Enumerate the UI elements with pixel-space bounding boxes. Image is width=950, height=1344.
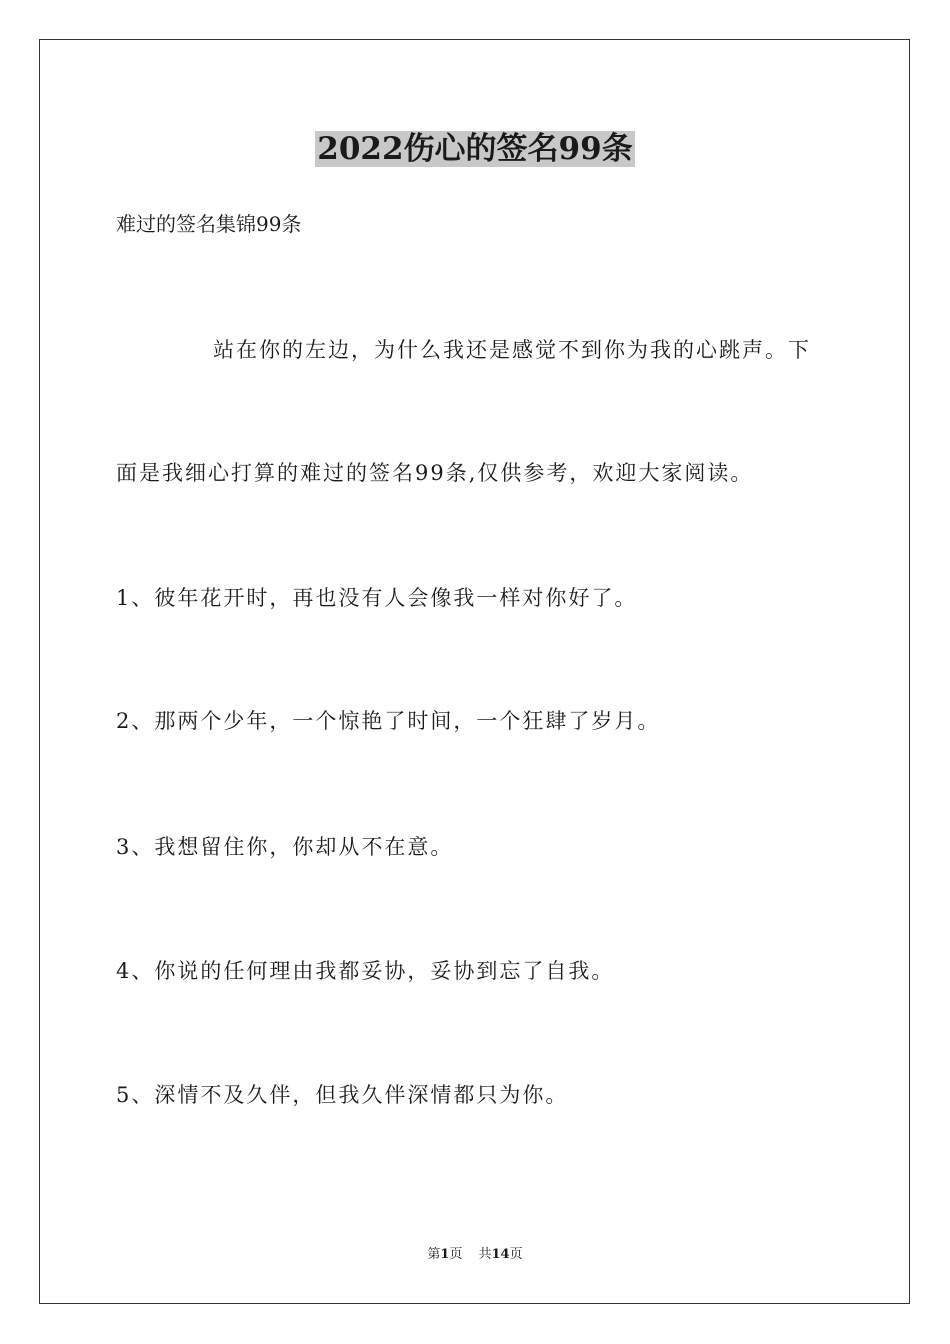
page-number: 1 bbox=[440, 1247, 450, 1262]
page-footer bbox=[0, 1246, 950, 1264]
document-title bbox=[0, 128, 950, 170]
total-pages: 14 bbox=[491, 1247, 510, 1262]
document-title-text: 2022伤心的签名99条 bbox=[317, 131, 633, 167]
intro-line-2: 面是我细心打算的难过的签名99条,仅供参考，欢迎大家阅读。 bbox=[116, 461, 754, 485]
list-item: 5、深情不及久伴，但我久伴深情都只为你。 bbox=[116, 1083, 569, 1107]
total-prefix: 共 bbox=[478, 1247, 492, 1262]
list-item: 2、那两个少年，一个惊艳了时间，一个狂肆了岁月。 bbox=[116, 709, 661, 733]
total-suffix: 页 bbox=[509, 1247, 523, 1262]
list-item: 4、你说的任何理由我都妥协，妥协到忘了自我。 bbox=[116, 959, 615, 983]
list-item: 3、我想留住你，你却从不在意。 bbox=[116, 835, 454, 859]
list-item: 1、彼年花开时，再也没有人会像我一样对你好了。 bbox=[116, 586, 638, 610]
page-suffix: 页 bbox=[449, 1247, 463, 1262]
intro-line-1: 站在你的左边，为什么我还是感觉不到你为我的心跳声。下 bbox=[213, 338, 811, 362]
page-prefix: 第 bbox=[427, 1247, 441, 1262]
document-subtitle: 难过的签名集锦99条 bbox=[116, 212, 302, 236]
